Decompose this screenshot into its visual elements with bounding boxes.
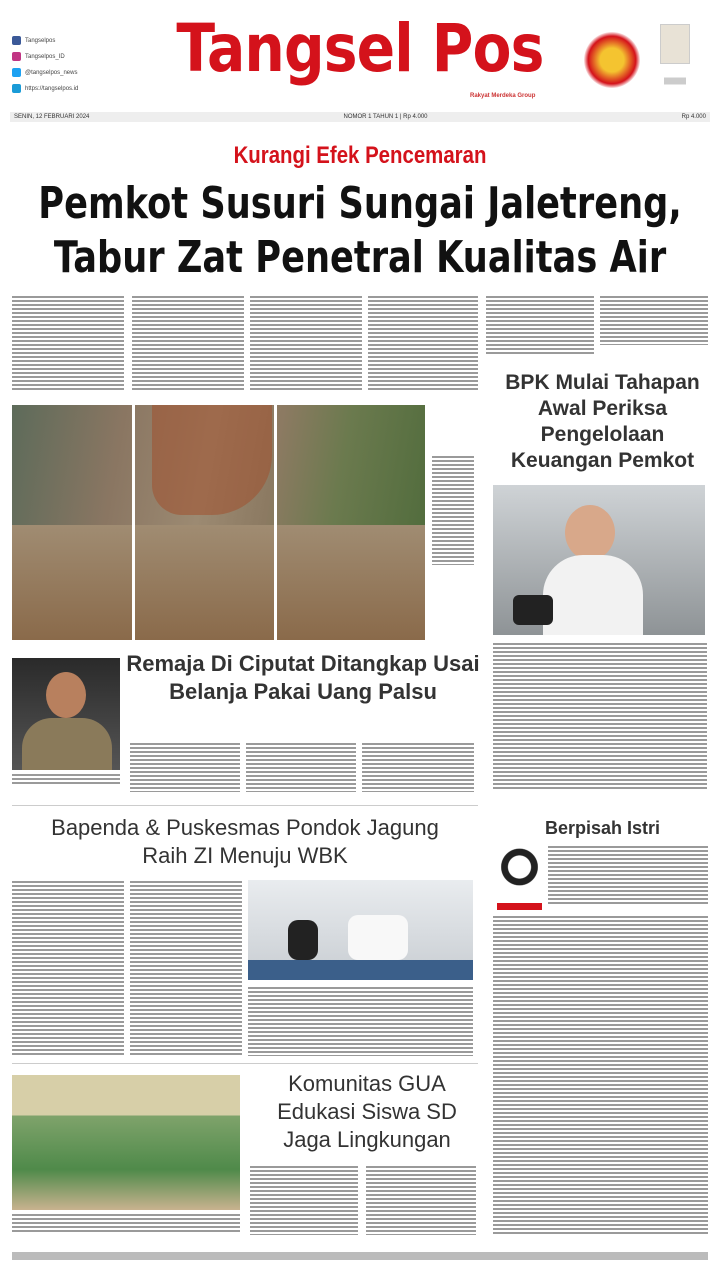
lead-kicker: [54, 141, 666, 171]
body-text: [248, 986, 473, 1056]
date-text: SENIN, 12 FEBRUARI 2024: [14, 114, 90, 120]
students-photo: [12, 1075, 240, 1210]
masthead-title: [176, 10, 544, 87]
columnist-portrait: [497, 845, 542, 900]
lead-kicker-text: Kurangi Efek Pencemaran: [233, 142, 487, 169]
photo-caption: [432, 455, 474, 565]
meeting-photo: [248, 880, 473, 980]
cross-logo: [664, 70, 686, 92]
lead-headline-2-text: Tabur Zat Penetral Kualitas Air: [53, 232, 667, 283]
social-web[interactable]: https://tangselpos.id: [12, 84, 78, 93]
body-text: [130, 880, 242, 1055]
lead-headline-1: [38, 178, 682, 230]
remaja-headline[interactable]: Remaja Di Ciputat Ditangkap Usai Belanja Pakai Uang Palsu: [126, 651, 480, 704]
body-text: [12, 880, 124, 1055]
bpk-headline[interactable]: BPK Mulai Tahapan Awal Periksa Pengelolaan Keuangan Pemkot: [505, 371, 700, 472]
social-twitter[interactable]: @tangselpos_news: [12, 68, 77, 77]
body-text: [362, 742, 474, 792]
photo-caption: [12, 1213, 240, 1233]
komunitas-headline[interactable]: Komunitas GUA Edukasi Siswa SD Jaga Lingkungan: [277, 1071, 457, 1152]
instagram-icon: [12, 52, 21, 61]
body-text: [132, 295, 244, 390]
edition-text: NOMOR 1 TAHUN 1 | Rp 4.000: [343, 114, 428, 120]
photo-caption: [12, 773, 120, 785]
body-text: [486, 295, 594, 355]
river-photo: [12, 405, 425, 640]
facebook-icon: [12, 36, 21, 45]
social-instagram[interactable]: Tangselpos_ID: [12, 52, 65, 61]
body-text: [12, 295, 124, 390]
web-icon: [12, 84, 21, 93]
social-facebook[interactable]: Tangselpos: [12, 36, 55, 45]
body-text: [366, 1165, 476, 1235]
footer-bar: [12, 1252, 708, 1260]
columnist-label: [497, 903, 542, 910]
body-text: [246, 742, 356, 792]
lead-headline-1-text: Pemkot Susuri Sungai Jaletreng,: [38, 178, 682, 229]
masthead-title-text: Tangsel Pos: [176, 10, 544, 87]
price-text: Rp 4.000: [681, 114, 706, 120]
body-text: [600, 295, 708, 345]
body-text: [368, 295, 478, 390]
bapenda-headline[interactable]: Bapenda & Puskesmas Pondok Jagung Raih ZI Menuju WBK: [51, 815, 439, 868]
bpk-body-text: [493, 642, 707, 790]
masthead-tagline: Rakyat Merdeka Group: [470, 93, 536, 99]
body-text: [250, 295, 362, 390]
emblem-logo: [660, 24, 690, 64]
lead-headline-2: [53, 232, 667, 284]
column-text: [493, 915, 708, 1235]
anniversary-logo: [584, 32, 640, 88]
police-photo: [12, 658, 120, 770]
column-headline[interactable]: Berpisah Istri: [544, 818, 661, 838]
twitter-icon: [12, 68, 21, 77]
dateline: [10, 112, 710, 122]
body-text: [250, 1165, 358, 1235]
bpk-photo: [493, 485, 705, 635]
column-text: [548, 845, 708, 905]
body-text: [130, 742, 240, 792]
